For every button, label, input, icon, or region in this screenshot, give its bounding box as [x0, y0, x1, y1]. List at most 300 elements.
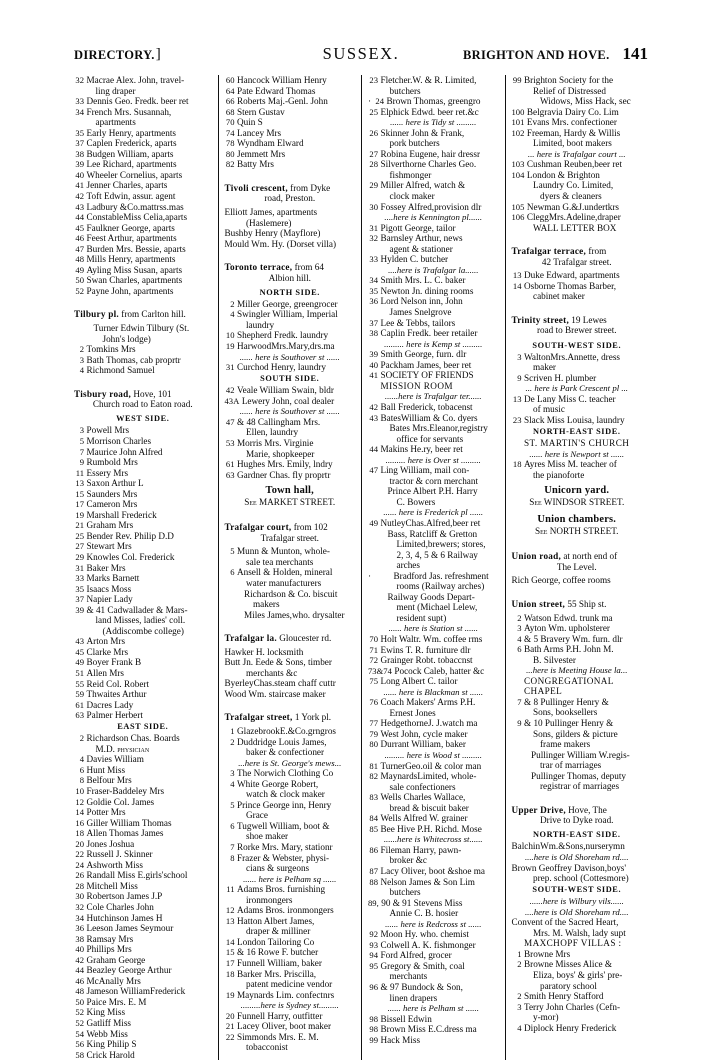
entry-text: butchers [389, 887, 421, 898]
entry-text: Barnsley Arthur, news [380, 233, 463, 244]
entry-number: 39 [75, 159, 84, 170]
entry-number: 23 [512, 414, 522, 425]
street-description: Gloucester rd. [276, 633, 332, 644]
directory-entry [368, 423, 499, 434]
entry-text: of music [533, 404, 565, 415]
directory-entry [74, 594, 212, 605]
entry-text: John's lodge) [102, 333, 151, 344]
entry-number: 50 [75, 996, 84, 1007]
entry-text: GlazebrookE.&Co.grngros [237, 725, 336, 736]
entry-text: King Philip S [86, 1039, 137, 1050]
entry-text: Rumbold Mrs [86, 457, 138, 468]
entry-text: Graham George [86, 954, 146, 965]
directory-entry [225, 800, 356, 811]
directory-entry [512, 841, 643, 852]
directory-entry [368, 676, 499, 687]
entry-number: 11 [75, 467, 84, 478]
directory-entry [368, 529, 499, 540]
entry-number: 47 [369, 465, 378, 476]
directory-entry [512, 138, 643, 149]
directory-entry [74, 786, 212, 797]
entry-number: 6 [79, 764, 84, 775]
entry-number: 93 [369, 939, 378, 950]
directory-entry [368, 233, 499, 244]
entry-text: dyers & cleaners [540, 191, 602, 202]
cross-street-note: ...here is Meeting House la... [526, 665, 628, 676]
entry-text: Clarke Mrs [86, 646, 129, 657]
entry-number: 18 [225, 968, 235, 979]
entry-text: Bissell Edwin [380, 1013, 432, 1024]
directory-entry [368, 550, 499, 561]
entry-number: 13 [512, 393, 522, 404]
directory-entry [512, 739, 643, 750]
directory-entry [74, 965, 212, 976]
entry-text: makers [253, 599, 280, 610]
directory-entry [74, 510, 212, 521]
entry-text: ByerleyChas.steam chaff cuttr [224, 678, 336, 689]
directory-entry [225, 589, 356, 600]
bullet-marker-icon: · [368, 570, 372, 581]
entry-number: 63 [75, 710, 84, 721]
directory-entry [368, 782, 499, 793]
street-description: from Dyke [287, 182, 331, 193]
entry-number: 102 [511, 127, 525, 138]
entry-text: 2, 3, 4, 5 & 6 Railway [396, 549, 478, 560]
entry-text: Pate Edward Thomas [237, 85, 316, 96]
directory-entry [512, 1002, 643, 1013]
entry-number: 3 [517, 623, 522, 634]
street-description-cont: road, Preston. [264, 193, 316, 204]
entry-number: 66 [225, 96, 235, 107]
running-head [74, 44, 648, 64]
entry-text: Lewery John, coal dealer [241, 395, 335, 406]
directory-entry [74, 96, 212, 107]
entry-text: Mrs. M. Walsh, lady supt [533, 927, 626, 938]
directory-entry [368, 75, 499, 86]
entry-number: 96 [369, 982, 378, 993]
entry-number: 21 [225, 1021, 235, 1032]
entry-number: 4 [79, 754, 84, 765]
entry-text: Paice Mrs. E. M [86, 996, 147, 1007]
entry-text: Miles James,who. drysalter [244, 609, 345, 620]
entry-number: 29 [369, 180, 378, 191]
directory-entry [368, 497, 499, 508]
directory-entry [368, 792, 499, 803]
entry-number: 3 [517, 351, 522, 362]
directory-entry [225, 159, 356, 170]
entry-text: Saunders Mrs [86, 488, 138, 499]
entry-text: Duke Edward, apartments [524, 270, 620, 281]
directory-entry [512, 676, 643, 697]
directory-entry [512, 415, 643, 426]
entry-text: sale confectioners [389, 781, 456, 792]
directory-entry [368, 370, 499, 381]
entry-text: Cole Charles John [86, 902, 154, 913]
entry-text: Hutchinson James H [86, 912, 163, 923]
entry-text: Railway Goods Depart- [387, 591, 475, 602]
directory-entry [225, 779, 356, 790]
entry-number: 28 [75, 880, 84, 891]
entry-text: Goldie Col. James [86, 796, 155, 807]
entry-number: 4 [517, 633, 522, 644]
entry-number: 48 [75, 254, 84, 265]
directory-entry [512, 863, 643, 874]
directory-entry [512, 75, 643, 86]
cross-street-note: ...... here is Southover st ...... [239, 351, 340, 362]
entry-text: Bee Hive P.H. Richd. Mose [380, 823, 482, 834]
directory-entry [225, 330, 356, 341]
entry-number: 44 [75, 212, 84, 223]
directory-entry [512, 170, 643, 181]
directory-entry [74, 425, 212, 436]
street-description-cont: Drive to Dyke road. [540, 815, 614, 826]
entry-text: Maurice John Alfred [86, 446, 163, 457]
entry-text: Gregory & Smith, coal [380, 960, 465, 971]
directory-entry [74, 107, 212, 118]
entry-text: Leeson James Seymour [86, 923, 174, 934]
entry-text: Terry John Charles (Cefn- [524, 1001, 621, 1012]
entry-text: ling draper [95, 85, 136, 96]
entry-text: ment (Michael Lelew, [396, 602, 478, 613]
entry-text: Watson Edwd. trunk ma [524, 612, 613, 623]
entry-text: Marshall Frederick [86, 509, 157, 520]
entry-text: Smith Henry Stafford [524, 991, 604, 1002]
entry-text: Limited,brewers; stores, [396, 539, 486, 550]
entry-text: baker & confectioner [246, 747, 325, 758]
directory-entry [512, 718, 643, 729]
directory-entry [368, 634, 499, 645]
entry-text: Arton Mrs [86, 636, 126, 647]
directory-entry [512, 781, 643, 792]
directory-entry [225, 309, 356, 320]
entry-text: Brown Thomas, greengro [386, 96, 481, 107]
directory-entry [74, 976, 212, 987]
directory-entry [512, 634, 643, 645]
entry-number: 106 [511, 212, 525, 223]
entry-number: 89, [368, 897, 379, 908]
directory-entry [368, 202, 499, 213]
entry-text: SOCIETY OF FRIENDS [380, 370, 474, 381]
entry-text: Swingler William, Imperial [237, 309, 338, 320]
directory-entry [368, 128, 499, 139]
directory-entry [74, 710, 212, 721]
directory-entry [225, 768, 356, 779]
entry-text: MAXCHOPF VILLAS : [524, 938, 622, 949]
directory-entry [74, 191, 212, 202]
entry-number: 82 [369, 771, 378, 782]
entry-text: TurnerGeo.oil & color man [380, 760, 482, 771]
cross-street-note: ......here is Wilbury vils...... [529, 896, 624, 907]
entry-text: tractor & corn merchant [389, 475, 479, 486]
entry-number: 49 [75, 264, 84, 275]
street-heading [225, 712, 356, 723]
entry-text: London & Brighton [526, 169, 600, 180]
directory-entry [368, 855, 499, 866]
section-spacer [512, 302, 643, 308]
running-head-right: BRIGHTON AND HOVE. 141 [462, 44, 648, 63]
directory-entry [225, 1011, 356, 1022]
entry-text: Wyndham Elward [237, 138, 304, 149]
entry-text: Coach Makers' Arms P.H. [380, 697, 476, 708]
cross-street-note: ...... here is Tidy st ......... [390, 117, 477, 128]
bullet-marker-icon: · [368, 96, 372, 107]
entry-number: 49 [369, 517, 378, 528]
entry-text: Hylden C. butcher [380, 254, 449, 265]
entry-number: 101 [511, 117, 525, 128]
running-head-left: DIRECTORY.] [74, 46, 162, 62]
street-heading [225, 183, 356, 194]
entry-text: Early Henry, apartments [86, 127, 176, 138]
directory-entry [512, 970, 643, 981]
entry-text: King Miss [86, 1007, 126, 1018]
entry-number: 20 [75, 838, 84, 849]
directory-entry [368, 434, 499, 445]
entry-text: Roberts Maj.-Genl. John [237, 96, 328, 107]
entry-text: Robertson James J.P [86, 891, 163, 902]
directory-entry [512, 394, 643, 405]
entry-text: & 16 Rowe F. butcher [237, 947, 319, 958]
entry-text: Lancey Mrs [237, 127, 282, 138]
entry-text: land Misses, ladies' coll. [95, 615, 186, 626]
entry-number: 7 [517, 696, 522, 707]
directory-entry [225, 578, 356, 589]
entry-text: Laundry Co. Limited, [533, 180, 614, 191]
directory-entry [74, 149, 212, 160]
directory-entry [368, 887, 499, 898]
section-spacer [512, 336, 643, 339]
directory-entry [74, 563, 212, 574]
street-heading [512, 551, 643, 562]
entry-text: Brown Geoffrey Davison,boys' [511, 862, 627, 873]
entry-text: Hatton Albert James, [237, 915, 315, 926]
cross-street-note: ...... here is Frederick pl ...... [383, 507, 484, 518]
entry-text: Lord Nelson inn, John [380, 296, 463, 307]
entry-number: 2 [79, 733, 84, 744]
directory-entry [225, 926, 356, 937]
entry-number: 56 [75, 1039, 84, 1050]
entry-text: Essery Mrs [86, 467, 129, 478]
entry-text: Lee & Tebbs, tailors [380, 317, 456, 328]
cross-street-note: ... here is Trafalgar court ... [527, 148, 626, 159]
directory-entry [74, 849, 212, 860]
directory-entry [225, 842, 356, 853]
directory-entry [512, 223, 643, 234]
entry-text: M.D. physician [95, 743, 150, 754]
cross-street-note: ....here is Old Shoreham rd.... [524, 906, 629, 917]
entry-text: Ling William, mail con- [380, 465, 470, 476]
directory-entry [74, 636, 212, 647]
entry-number: 105 [511, 201, 525, 212]
directory-entry [512, 202, 643, 213]
entry-text: Fossey Alfred,provision dlr [380, 201, 482, 212]
street-description: 55 Ship st. [565, 598, 607, 609]
directory-entry [225, 207, 356, 218]
directory-entry [225, 647, 356, 658]
entry-number: 1 [230, 725, 235, 736]
entry-number: 37 [75, 594, 84, 605]
street-description: Hove, The [565, 804, 607, 815]
entry-text: Ball Frederick, tobacenst [380, 401, 473, 412]
street-description: from [586, 246, 607, 257]
entry-number: 22 [225, 1031, 235, 1042]
entry-text: Slack Miss Louisa, laundry [524, 414, 625, 425]
directory-entry [368, 592, 499, 603]
entry-number: 2 [517, 612, 522, 623]
cross-street-note: ......... here is Over st ......... [385, 454, 481, 465]
entry-text: Jameson WilliamFrederick [86, 986, 186, 997]
directory-entry [225, 128, 356, 139]
entry-number: 2 [517, 959, 522, 970]
entry-text: McAnally Mrs [86, 975, 141, 986]
directory-entry [512, 707, 643, 718]
entry-number: 70 [225, 117, 235, 128]
column-container [74, 75, 648, 1060]
directory-entry [368, 845, 499, 856]
entry-text: C. Bowers [396, 496, 436, 507]
entry-number: 84 [369, 813, 378, 824]
entry-text: 90 & 91 Stevens Miss [381, 897, 463, 908]
col-2 [218, 75, 362, 1060]
entry-text: Belgravia Dairy Co. Lim [526, 106, 619, 117]
side-heading: NORTH SIDE. [259, 287, 320, 297]
entry-number: 40 [75, 169, 84, 180]
entry-number: 52 [75, 285, 84, 296]
entry-text: MaynardsLimited, whole- [380, 771, 477, 782]
entry-text: Ewins T. R. furniture dlr [380, 644, 471, 655]
entry-number: 39 [369, 349, 378, 360]
directory-entry [368, 982, 499, 993]
entry-number: 104 [511, 169, 525, 180]
directory-entry [368, 413, 499, 424]
street-name: Tisbury road, [74, 388, 132, 399]
entry-number: 87 [369, 866, 378, 877]
entry-number: 85 [369, 823, 378, 834]
entry-number: 3 [79, 425, 84, 436]
entry-text: Webb Miss [86, 1028, 128, 1039]
directory-entry [74, 286, 212, 297]
directory-entry [225, 726, 356, 737]
directory-entry [512, 159, 643, 170]
entry-text: Jones Joshua [86, 838, 135, 849]
entry-text: Richardson Chas. Boards [86, 733, 180, 744]
cross-street-note: ......here is Trafalgar ter...... [384, 391, 482, 402]
entry-number: 37 [369, 317, 378, 328]
entry-number: 52 [75, 1007, 84, 1018]
directory-entry [225, 863, 356, 874]
entry-number: 3 [79, 354, 84, 365]
entry-text: Smith Mrs. L. C. baker [380, 275, 466, 286]
directory-entry [368, 877, 499, 888]
entry-number: 34 [75, 106, 84, 117]
directory-entry [225, 821, 356, 832]
section-spacer [225, 620, 356, 626]
entry-number: 20 [225, 1010, 235, 1021]
entry-text: arches [396, 560, 420, 571]
directory-entry [225, 107, 356, 118]
entry-text: the pianoforte [533, 469, 585, 480]
cross-street-note: ...here is St. George's mews... [238, 757, 342, 768]
entry-text: Miller Alfred, watch & [380, 180, 466, 191]
entry-text: Browne Misses Alice & [524, 959, 613, 970]
entry-number: 12 [75, 796, 84, 807]
street-description-cont: Trafalgar street. [260, 532, 319, 543]
entry-text: Burden Mrs. Bessie, aparts [86, 243, 186, 254]
entry-number: 42 [75, 954, 84, 965]
directory-entry [74, 679, 212, 690]
entry-number: 8 [230, 852, 235, 863]
cross-street-note: .........here is Sydney st......... [240, 1000, 339, 1011]
entry-text: White George Robert, [237, 778, 319, 789]
directory-entry [74, 744, 212, 755]
directory-entry [225, 979, 356, 990]
entry-text: (Haslemere) [246, 217, 292, 228]
entry-text: water manufacturers [246, 577, 322, 588]
directory-entry [368, 518, 499, 529]
directory-entry [225, 895, 356, 906]
entry-number: 82 [225, 159, 235, 170]
entry-text: Gardner Chas. fly proprtr [237, 469, 331, 480]
directory-entry [512, 96, 643, 107]
entry-number: 68 [225, 106, 235, 117]
directory-entry [512, 729, 643, 740]
entry-number: 34 [75, 912, 84, 923]
entry-number: 11 [226, 884, 235, 895]
entry-text: Baker Mrs [86, 562, 126, 573]
place-cross-reference: See WINDSOR STREET. [529, 496, 625, 507]
col-1 [74, 75, 218, 1060]
street-name: Trafalgar street, [224, 712, 293, 723]
entry-number: 70 [369, 633, 378, 644]
entry-text: Eliza, boys' & girls' pre- [533, 970, 623, 981]
entry-number: 27 [369, 148, 378, 159]
street-heading [74, 389, 212, 400]
directory-entry [225, 320, 356, 331]
entry-text: NutleyChas.Alfred,beer ret [380, 517, 481, 528]
entry-text: Gatliff Miss [86, 1018, 131, 1029]
entry-text: Lacy Oliver, boot &shoe ma [380, 866, 485, 877]
entry-text: clock maker [389, 191, 435, 202]
entry-text: Marks Barnett [86, 573, 140, 584]
directory-entry [74, 128, 212, 139]
entry-text: rooms (Railway arches) [396, 581, 485, 592]
directory-entry [225, 937, 356, 948]
directory-entry [74, 626, 212, 637]
directory-entry [74, 828, 212, 839]
entry-text: Pullinger Thomas, deputy [531, 770, 627, 781]
entry-text: Lacey Oliver, boot maker [237, 1021, 332, 1032]
entry-text: Budgen William, aparts [86, 148, 174, 159]
entry-text: Ernest Jones [389, 707, 436, 718]
street-description: from 102 [291, 522, 328, 533]
cross-street-note: ....here is Kennington pl...... [384, 212, 483, 223]
entry-text: Grainger Robt. tobaccnst [380, 655, 473, 666]
directory-entry [225, 853, 356, 864]
entry-number: 17 [75, 499, 84, 510]
entry-text: James Snelgrove [389, 307, 452, 318]
directory-entry [74, 647, 212, 658]
entry-number: 98 [369, 1024, 378, 1035]
section-spacer [225, 509, 356, 515]
directory-entry [368, 402, 499, 413]
directory-entry [512, 873, 643, 884]
entry-number: 100 [511, 106, 525, 117]
entry-number: 63 [225, 469, 235, 480]
directory-entry [74, 244, 212, 255]
directory-entry [74, 955, 212, 966]
entry-text: trar of marriages [540, 760, 602, 771]
directory-entry [74, 997, 212, 1008]
entry-number: 94 [369, 950, 378, 961]
